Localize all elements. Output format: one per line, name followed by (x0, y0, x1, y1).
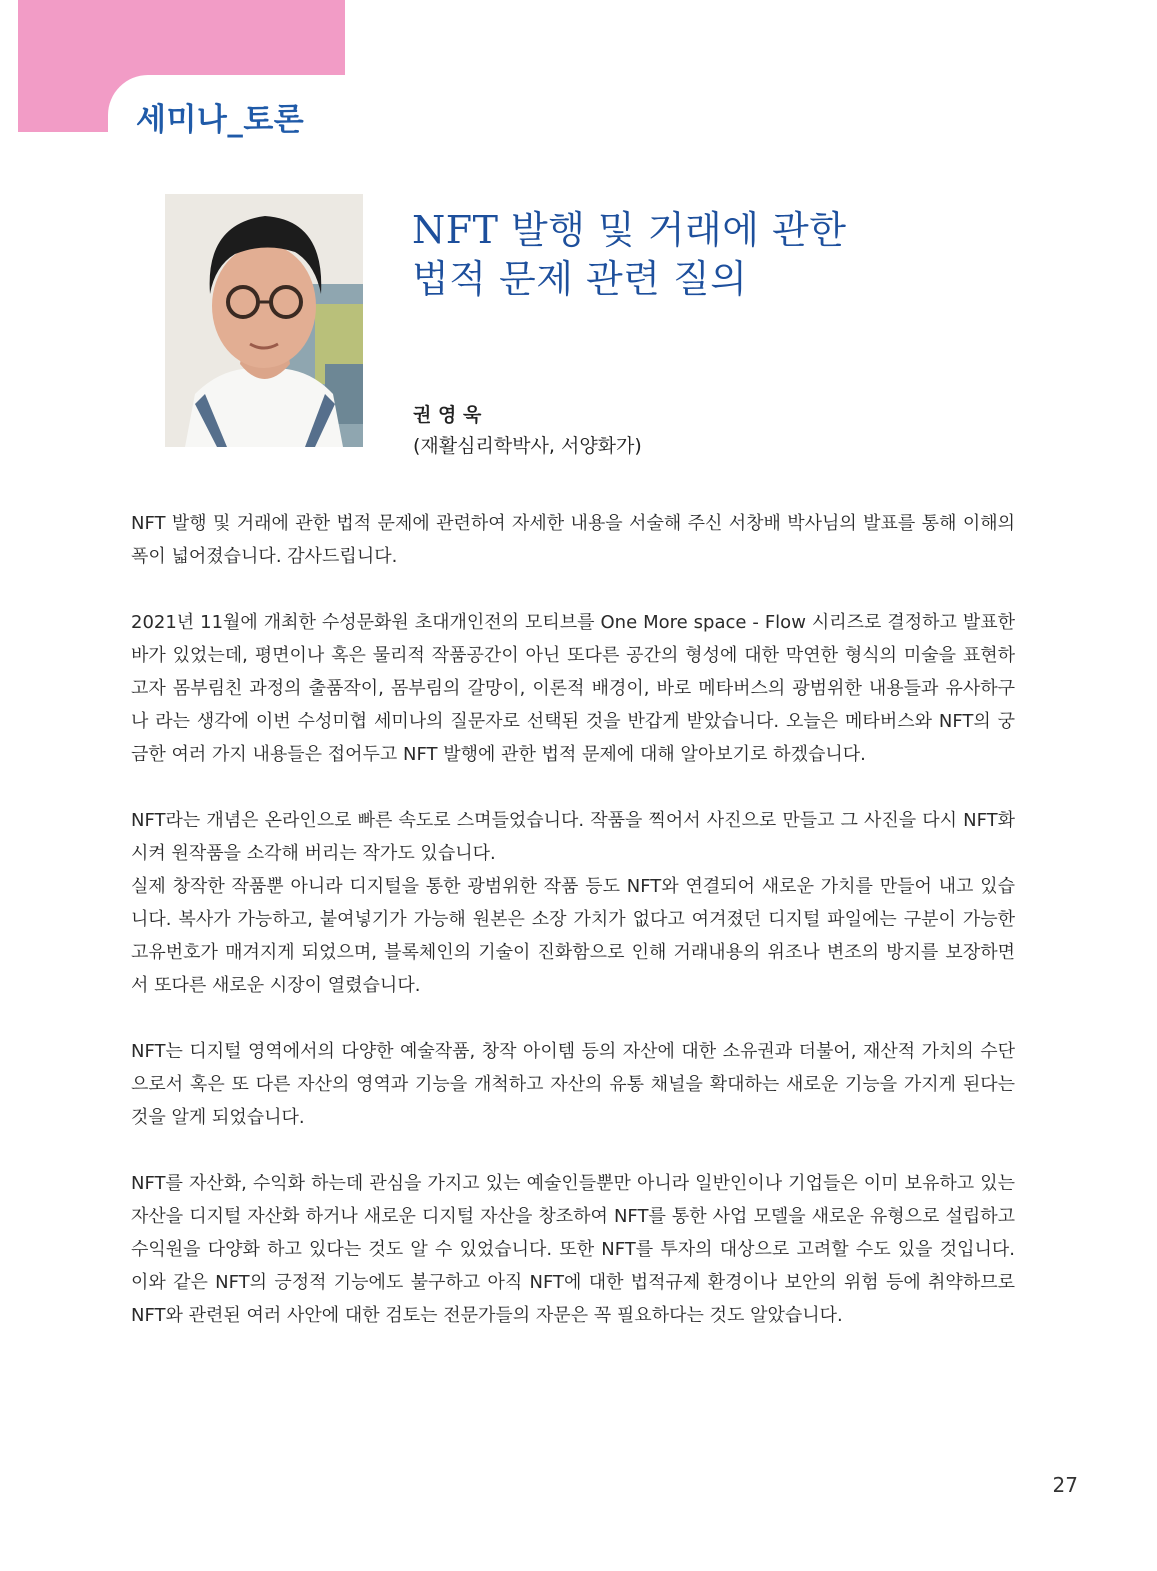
author-name: 권 영 욱 (413, 404, 482, 426)
article-body (131, 507, 1015, 1365)
section-label: 세미나_토론 (136, 102, 305, 138)
body-paragraph-6: NFT를 자산화, 수익화 하는데 관심을 가지고 있는 예술인들뿐만 아니라 일반인이나 기업들은 이미 보유하고 있는 자산을 디지털 자산화 하거나 새로운 디지털 자산을 창조하여 NFT를 통한 사업 모델을 새로운 유형으로 설립하고 수익원을 다양화 하고 있다는 것도 알 수 있었습니다. 또한 NFT를 투자의 대상으로 고려할 수도 있을 것입니다. 이와 같은 NFT의 긍정적 기능에도 불구하고 아직 NFT에 대한 법적규제 환경이나 보안의 위험 등에 취약하므로 NFT와 관련된 여러 사안에 대한 검토는 전문가들의 자문은 꼭 필요하다는 것도 알았습니다. (131, 1173, 1015, 1326)
body-paragraph-5: NFT는 디지털 영역에서의 다양한 예술작품, 창작 아이템 등의 자산에 대한 소유권과 더불어, 재산적 가치의 수단으로서 혹은 또 다른 자산의 영역과 기능을 개척하고 자산의 유통 채널을 확대하는 새로운 기능을 가지게 된다는 것을 알게 되었습니다. (131, 1041, 1015, 1128)
author-description: (재활심리학박사, 서양화가) (413, 435, 642, 457)
article-title-line-1: NFT 발행 및 거래에 관한 (412, 208, 847, 252)
article-title-line-2: 법적 문제 관련 질의 (412, 257, 748, 301)
body-paragraph-1: NFT 발행 및 거래에 관한 법적 문제에 관련하여 자세한 내용을 서술해 주신 서창배 박사님의 발표를 통해 이해의 폭이 넓어졌습니다. 감사드립니다. (131, 513, 1015, 567)
body-paragraph-2: 2021년 11월에 개최한 수성문화원 초대개인전의 모티브를 One More space - Flow 시리즈로 결정하고 발표한 바가 있었는데, 평면이나 혹은 물리적 작품공간이 아닌 또다른 공간의 형성에 대한 막연한 형식의 미술을 표현하고자 몸부림친 과정의 출품작이, 몸부림의 갈망이, 이론적 배경이, 바로 메타버스의 광범위한 내용들과 유사하구나 라는 생각에 이번 수성미협 세미나의 질문자로 선택된 것을 반갑게 받았습니다. 오늘은 메타버스와 NFT의 궁금한 여러 가지 내용들은 접어두고 NFT 발행에 관한 법적 문제에 대해 알아보기로 하겠습니다. (131, 612, 1015, 765)
body-paragraph-3: NFT라는 개념은 온라인으로 빠른 속도로 스며들었습니다. 작품을 찍어서 사진으로 만들고 그 사진을 다시 NFT화 시켜 원작품을 소각해 버리는 작가도 있습니다. (131, 810, 1015, 864)
article-title (412, 206, 846, 304)
author-photo (165, 194, 363, 447)
author-portrait-image (165, 194, 363, 447)
page-number: 27 (1052, 1473, 1078, 1497)
body-paragraph-4: 실제 창작한 작품뿐 아니라 디지털을 통한 광범위한 작품 등도 NFT와 연결되어 새로운 가치를 만들어 내고 있습니다. 복사가 가능하고, 붙여넣기가 가능해 원본은 소장 가치가 없다고 여겨졌던 디지털 파일에는 구분이 가능한 고유번호가 매겨지게 되었으며, 블록체인의 기술이 진화함으로 인해 거래내용의 위조나 변조의 방지를 보장하면서 또다른 새로운 시장이 열렸습니다. (131, 876, 1015, 996)
